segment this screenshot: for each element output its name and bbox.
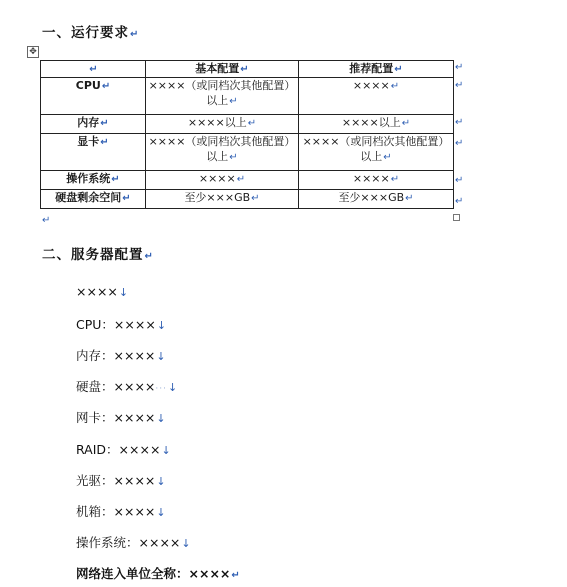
cell-mark-icon: ↵ [122, 193, 131, 204]
table-cell: ××××以上↵ [146, 115, 299, 134]
section-heading-text: 一、运行要求 [42, 25, 129, 41]
row-end-mark-icon: ↵ [455, 175, 464, 186]
row-end-mark-icon: ↵ [455, 80, 464, 91]
line-break-icon: ↓ [156, 475, 166, 488]
table-cell: 至少×××GB↵ [299, 190, 454, 209]
line-break-icon: ↓ [156, 506, 166, 519]
header-cell-empty [41, 61, 146, 78]
table-cell: 至少×××GB↵ [146, 190, 299, 209]
cell-mark-icon: ↵ [240, 64, 249, 75]
header-cell-basic: 基本配置↵ [146, 61, 299, 78]
table-cell: ××××（或同档次其他配置）以上↵ [146, 78, 299, 115]
cell-mark-icon: ↵ [89, 64, 98, 75]
paragraph-mark-icon: ↵ [144, 251, 154, 262]
header-cell-recommended: 推荐配置↵ [299, 61, 454, 78]
spec-line-model: ××××↓ [76, 284, 129, 299]
row-label-os: 操作系统↵ [41, 171, 146, 190]
line-break-icon: ↓ [168, 381, 178, 394]
requirements-table [40, 60, 454, 209]
table-cell: ××××以上↵ [299, 115, 454, 134]
spec-line-raid: RAID：××××↓ [76, 442, 171, 457]
spec-line-organization: 网络连入单位全称：××××↵ [76, 566, 240, 581]
table-cell: ××××↵ [299, 171, 454, 190]
spec-line-memory: 内存：××××↓ [76, 348, 166, 363]
table-cell: ××××↵ [299, 78, 454, 115]
cell-mark-icon: ↵ [229, 152, 238, 163]
cell-mark-icon: ↵ [394, 64, 403, 75]
table-row [41, 134, 454, 171]
row-end-mark-icon: ↵ [455, 62, 464, 73]
spec-line-chassis: 机箱：××××↓ [76, 504, 166, 519]
table-row [41, 190, 454, 209]
spec-line-nic: 网卡：××××↓ [76, 410, 166, 425]
cell-mark-icon: ↵ [390, 174, 400, 185]
spec-line-optical: 光驱：××××↓ [76, 473, 166, 488]
paragraph-mark-icon: ↵ [130, 29, 140, 40]
cell-mark-icon: ↵ [100, 118, 109, 129]
line-break-icon: ↓ [118, 286, 129, 299]
table-cell: ××××↵ [146, 171, 299, 190]
table-cell: ××××（或同档次其他配置）以上↵ [299, 134, 454, 171]
section-heading-requirements [42, 21, 139, 41]
cell-mark-icon: ↵ [111, 174, 120, 185]
cell-mark-icon: ↵ [229, 96, 238, 107]
paragraph-mark-icon: ↵ [231, 570, 240, 581]
section-heading-server [42, 243, 154, 263]
line-break-icon: ↓ [156, 350, 166, 363]
cell-mark-icon: ↵ [236, 174, 246, 185]
table-row [41, 115, 454, 134]
row-end-mark-icon: ↵ [455, 138, 464, 149]
line-break-icon: ↓ [161, 444, 171, 457]
cell-mark-icon: ↵ [101, 81, 111, 92]
cell-mark-icon: ↵ [383, 152, 392, 163]
paragraph-mark-icon: ↵ [42, 215, 51, 226]
table-row [41, 171, 454, 190]
row-end-mark-icon: ↵ [455, 117, 464, 128]
spec-line-os: 操作系统：××××↓ [76, 535, 191, 550]
row-label-memory: 内存↵ [41, 115, 146, 134]
row-label-disk: 硬盘剩余空间↵ [41, 190, 146, 209]
table-resize-handle[interactable] [453, 214, 460, 221]
cell-mark-icon: ↵ [390, 81, 400, 92]
space-marks: ··· [155, 384, 167, 394]
table-move-handle-icon[interactable]: ✥ [27, 46, 39, 58]
cell-mark-icon: ↵ [247, 118, 257, 129]
line-break-icon: ↓ [181, 537, 191, 550]
row-end-mark-icon: ↵ [455, 196, 464, 207]
cell-mark-icon: ↵ [100, 137, 109, 148]
spec-line-disk: 硬盘：××××···↓ [76, 379, 178, 394]
line-break-icon: ↓ [156, 412, 166, 425]
section-heading-text: 二、服务器配置 [42, 247, 144, 263]
cell-mark-icon: ↵ [251, 193, 260, 204]
cell-mark-icon: ↵ [405, 193, 414, 204]
cell-mark-icon: ↵ [401, 118, 411, 129]
line-break-icon: ↓ [156, 319, 167, 332]
table-header-row [41, 61, 454, 78]
spec-line-cpu: CPU：××××↓ [76, 317, 167, 332]
table-row [41, 78, 454, 115]
table-cell: ××××（或同档次其他配置）以上↵ [146, 134, 299, 171]
row-label-graphics: 显卡↵ [41, 134, 146, 171]
row-label-cpu: CPU↵ [41, 78, 146, 115]
